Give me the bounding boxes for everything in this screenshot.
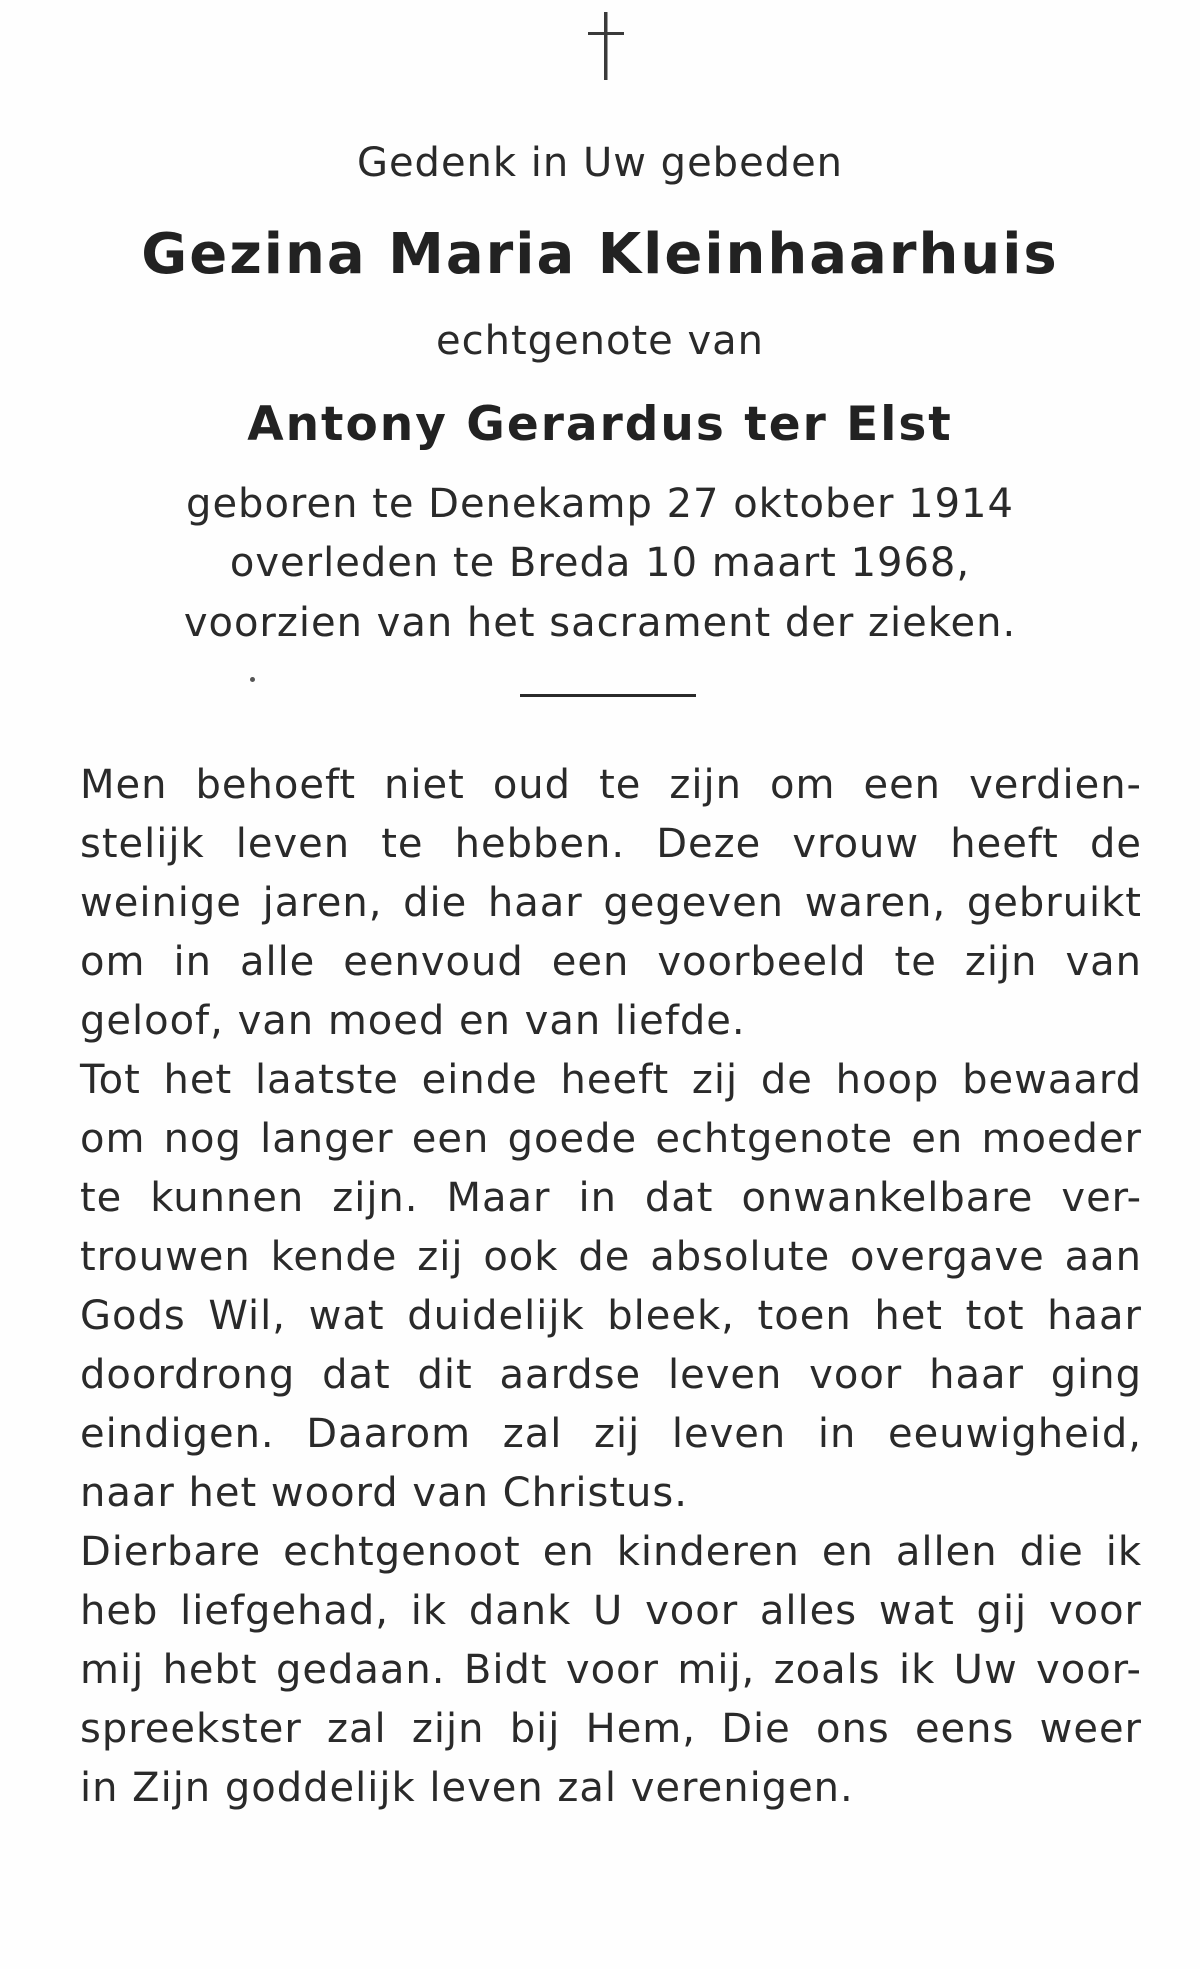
text-line: om in alle eenvoud een voorbeeld te zijn van bbox=[80, 939, 1142, 985]
text-line: Tot het laatste einde heeft zij de hoop bewaard bbox=[80, 1057, 1142, 1103]
text-line: eindigen. Daarom zal zij leven in eeuwigheid, bbox=[80, 1411, 1142, 1457]
memorial-text bbox=[80, 756, 1142, 1818]
text-line: weinige jaren, die haar gegeven waren, gebruikt bbox=[80, 880, 1142, 926]
text-line: heb liefgehad, ik dank U voor alles wat gij voor bbox=[80, 1588, 1142, 1634]
text-line: stelijk leven te hebben. Deze vrouw heeft de bbox=[80, 821, 1142, 867]
birth-line: geboren te Denekamp 27 oktober 1914 bbox=[186, 481, 1014, 527]
text-line: te kunnen zijn. Maar in dat onwankelbare ver- bbox=[80, 1175, 1142, 1221]
spouse-name: Antony Gerardus ter Elst bbox=[247, 397, 953, 452]
text-line: naar het woord van Christus. bbox=[80, 1470, 688, 1516]
text-line: Men behoeft niet oud te zijn om een verdien- bbox=[80, 762, 1142, 808]
spouse-label: echtgenote van bbox=[435, 318, 764, 364]
sacrament-line: voorzien van het sacrament der zieken. bbox=[183, 600, 1017, 646]
deceased-name: Gezina Maria Kleinhaarhuis bbox=[141, 222, 1059, 287]
cross-icon bbox=[586, 10, 626, 82]
text-line: in Zijn goddelijk leven zal verenigen. bbox=[80, 1765, 854, 1811]
text-line: Gods Wil, wat duidelijk bleek, toen het tot haar bbox=[80, 1293, 1142, 1339]
text-line: geloof, van moed en van liefde. bbox=[80, 998, 746, 1044]
text-line: mij hebt gedaan. Bidt voor mij, zoals ik Uw voor- bbox=[80, 1647, 1142, 1693]
intro-line: Gedenk in Uw gebeden bbox=[356, 140, 844, 186]
text-line: om nog langer een goede echtgenote en moeder bbox=[80, 1116, 1142, 1162]
text-line: doordrong dat dit aardse leven voor haar ging bbox=[80, 1352, 1142, 1398]
text-line: trouwen kende zij ook de absolute overgave aan bbox=[80, 1234, 1142, 1280]
text-line: Dierbare echtgenoot en kinderen en allen die ik bbox=[80, 1529, 1142, 1575]
speck bbox=[250, 677, 255, 682]
divider-rule bbox=[520, 694, 696, 697]
text-line: spreekster zal zijn bij Hem, Die ons eens weer bbox=[80, 1706, 1142, 1752]
death-line: overleden te Breda 10 maart 1968, bbox=[229, 540, 971, 586]
